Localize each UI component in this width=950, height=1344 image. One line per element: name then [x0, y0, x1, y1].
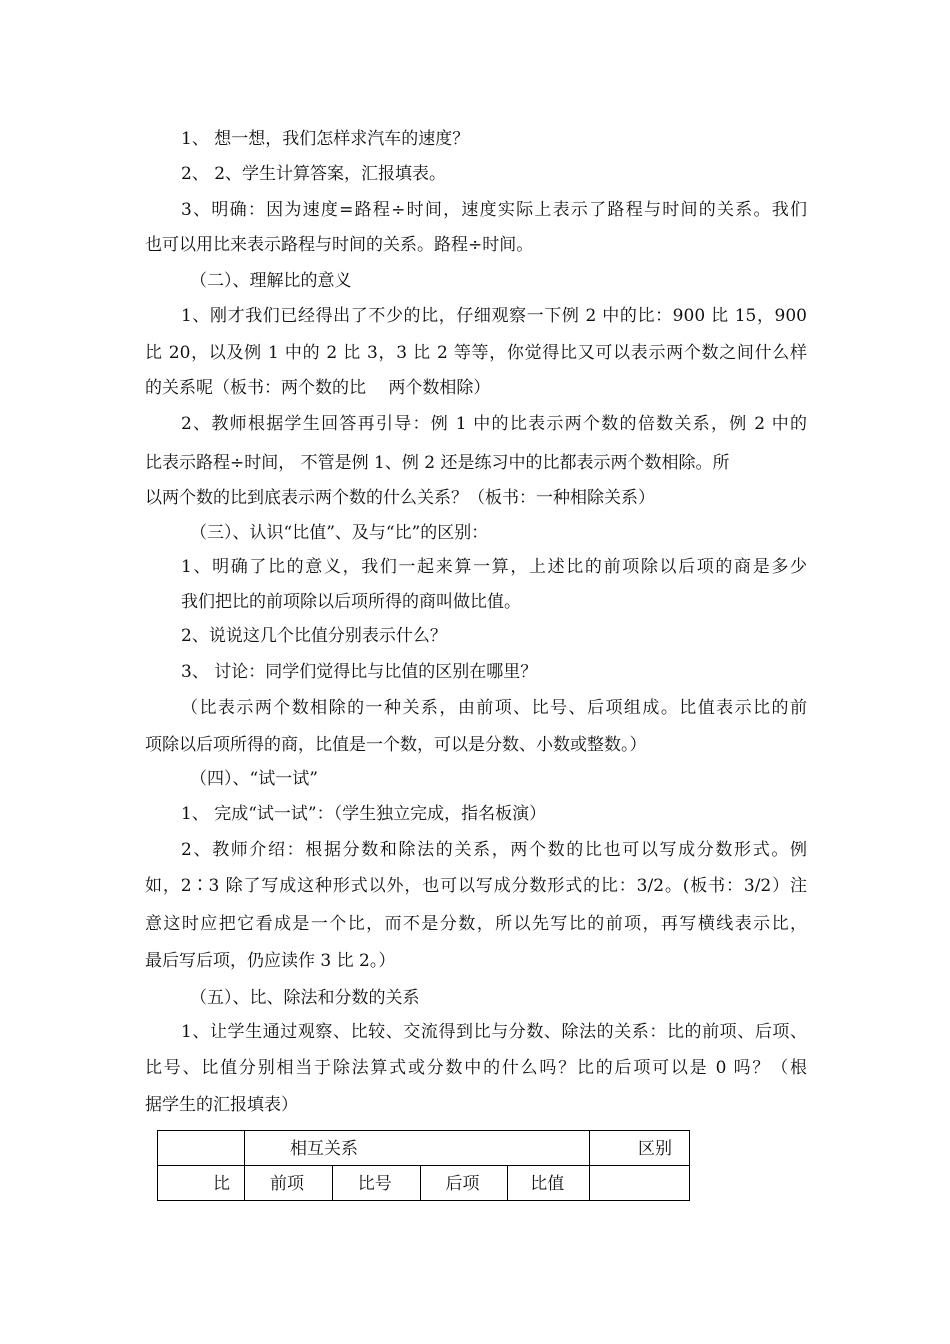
- section-heading: （三）、认识“比值”、及与“比”的区别：: [190, 523, 489, 543]
- text-line: 的关系呢（板书：两个数的比 两个数相除）: [145, 378, 491, 398]
- table-cell: [508, 1166, 590, 1201]
- text-line: 我们把比的前项除以后项所得的商叫做比值。: [181, 592, 521, 612]
- section-heading: （二）、理解比的意义: [190, 271, 352, 291]
- table-cell: [158, 1131, 245, 1166]
- difference-header: 区别: [638, 1139, 672, 1159]
- table-cell: [245, 1131, 590, 1166]
- relation-header: 相互关系: [290, 1139, 358, 1159]
- col-header: 比值: [530, 1174, 565, 1194]
- text-line: 3、 讨论：同学们觉得比与比值的区别在哪里？: [181, 662, 538, 682]
- text-line: 也可以用比来表示路程与时间的关系。路程÷时间。: [145, 235, 534, 255]
- row-label: 比: [213, 1174, 230, 1194]
- text-line: 1、 想一想，我们怎样求汽车的速度？: [181, 129, 470, 149]
- relation-table: [157, 1130, 690, 1201]
- table-cell: [420, 1166, 508, 1201]
- text-line: 项除以后项所得的商，比值是一个数，可以是分数、小数或整数。）: [145, 735, 647, 755]
- table-row: [158, 1131, 690, 1166]
- text-line: 比 20，以及例 1 中的 2 比 3，3 比 2 等等，你觉得比又可以表示两个数之间什么样: [145, 343, 807, 363]
- table-cell: [590, 1131, 690, 1166]
- text-line: （比表示两个数相除的一种关系，由前项、比号、后项组成。比值表示比的前: [181, 698, 807, 718]
- text-line: 1、明确了比的意义，我们一起来算一算，上述比的前项除以后项的商是多少: [181, 557, 807, 577]
- table-cell: [158, 1166, 245, 1201]
- text-line: 1、 完成“试一试”：（学生独立完成，指名板演）: [181, 804, 547, 824]
- text-line: 3、明确：因为速度=路程÷时间，速度实际上表示了路程与时间的关系。我们: [181, 200, 807, 220]
- table-cell: [245, 1166, 333, 1201]
- section-heading: （五）、比、除法和分数的关系: [190, 988, 420, 1008]
- col-header: 比号: [357, 1174, 392, 1194]
- text-line: 据学生的汇报填表）: [145, 1095, 298, 1115]
- table-cell: [590, 1166, 690, 1201]
- text-line: 意这时应把它看成是一个比，而不是分数，所以先写比的前项，再写横线表示比，: [145, 914, 807, 934]
- text-line: 2、教师介绍：根据分数和除法的关系，两个数的比也可以写成分数形式。例: [181, 840, 807, 860]
- text-line: 1、让学生通过观察、比较、交流得到比与分数、除法的关系：比的前项、后项、: [181, 1022, 807, 1042]
- table-cell: [332, 1166, 420, 1201]
- text-line: 2、 2、学生计算答案，汇报填表。: [181, 164, 447, 184]
- text-line: 1、刚才我们已经得出了不少的比，仔细观察一下例 2 中的比：900 比 15，900: [181, 306, 807, 326]
- text-line: 2、说说这几个比值分别表示什么？: [181, 626, 447, 646]
- col-header: 前项: [270, 1174, 304, 1194]
- text-line: 比号、比值分别相当于除法算式或分数中的什么吗？比的后项可以是 0 吗？（根: [145, 1058, 807, 1078]
- text-line: 以两个数的比到底表示两个数的什么关系？（板书：一种相除关系）: [145, 488, 655, 508]
- col-header: 后项: [445, 1174, 480, 1194]
- text-line: 如，2∶3 除了写成这种形式以外，也可以写成分数形式的比：3/2。(板书：3/2）注: [145, 876, 807, 896]
- section-heading: （四）、“试一试”: [190, 769, 318, 789]
- text-line: 比表示路程÷时间， 不管是例 1、例 2 还是练习中的比都表示两个数相除。所: [145, 453, 730, 473]
- table-row: [158, 1166, 690, 1201]
- text-line: 最后写后项，仍应读作 3 比 2。）: [145, 951, 396, 971]
- text-line: 2、教师根据学生回答再引导：例 1 中的比表示两个数的倍数关系，例 2 中的: [181, 414, 807, 434]
